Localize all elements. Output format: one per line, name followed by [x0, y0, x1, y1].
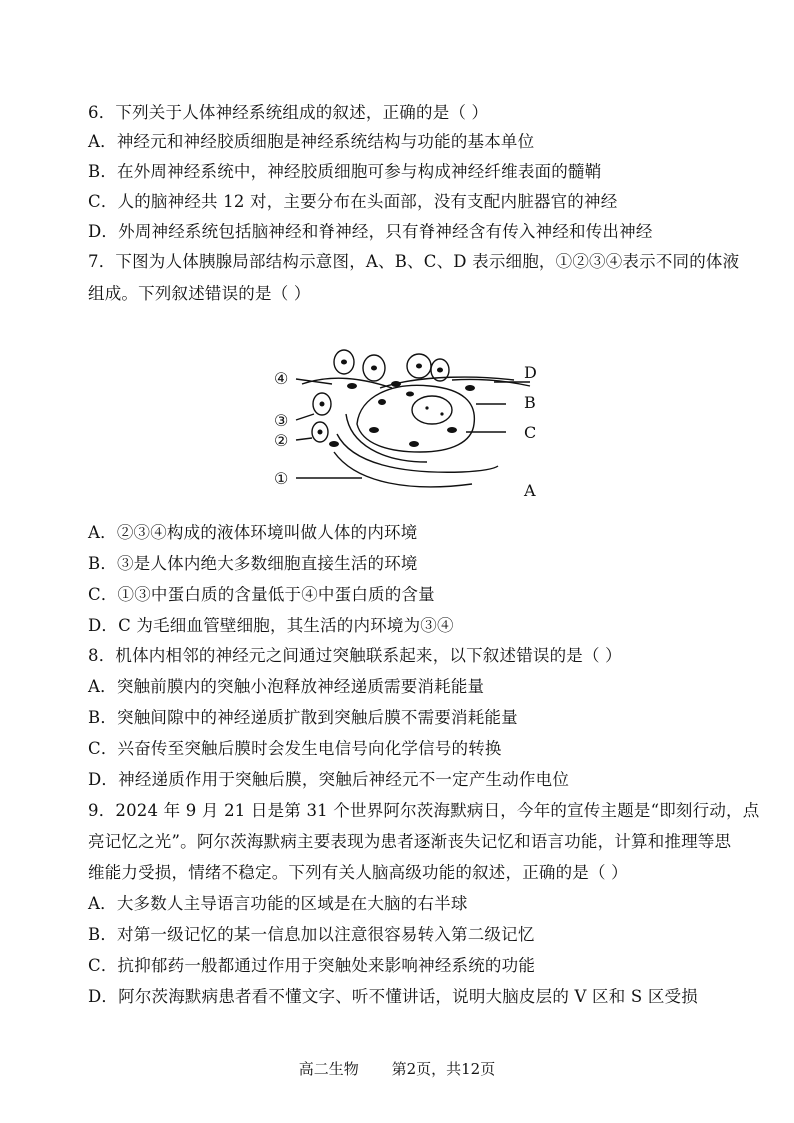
q9-stem-line3: 维能力受损，情绪不稳定。下列有关人脑高级功能的叙述，正确的是（ ）	[88, 863, 628, 882]
figure-label-3: ③	[274, 411, 289, 430]
q7-option-b: B．③是人体内绝大多数细胞直接生活的环境	[88, 554, 418, 573]
q6-stem: 6．下列关于人体神经系统组成的叙述，正确的是（ ）	[88, 103, 489, 122]
q9-stem-line1: 9．2024 年 9 月 21 日是第 31 个世界阿尔茨海默病日，今年的宣传主题是“即刻行动，点	[88, 801, 760, 820]
q8-option-b: B．突触间隙中的神经递质扩散到突触后膜不需要消耗能量	[88, 708, 518, 727]
q8-option-c: C．兴奋传至突触后膜时会发生电信号向化学信号的转换	[88, 739, 502, 758]
q8-option-d: D．神经递质作用于突触后膜，突触后神经元不一定产生动作电位	[88, 770, 570, 789]
figure-label-1: ①	[274, 469, 289, 488]
q8-option-a: A．突触前膜内的突触小泡释放神经递质需要消耗能量	[88, 677, 485, 696]
figure-label-A: A	[524, 481, 536, 500]
q9-option-c: C．抗抑郁药一般都通过作用于突触处来影响神经系统的功能	[88, 956, 536, 975]
q6-option-c: C．人的脑神经共 12 对，主要分布在头面部，没有支配内脏器官的神经	[88, 192, 618, 211]
figure-label-C: C	[524, 423, 537, 442]
footer-page-number: 第2页，共12页	[391, 1060, 496, 1078]
q9-stem-line2: 亮记忆之光”。阿尔茨海默病主要表现为患者逐渐丧失记忆和语言功能，计算和推理等思	[88, 832, 732, 851]
q7-option-d: D．C 为毛细血管壁细胞，其生活的内环境为③④	[88, 616, 454, 635]
q6-option-b: B．在外周神经系统中，神经胶质细胞可参与构成神经纤维表面的髓鞘	[88, 162, 602, 181]
q9-option-d: D．阿尔茨海默病患者看不懂文字、听不懂讲话，说明大脑皮层的 V 区和 S 区受损	[88, 987, 698, 1006]
figure-label-B: B	[524, 393, 536, 412]
page-footer	[0, 1058, 794, 1079]
q7-stem-line1: 7．下图为人体胰腺局部结构示意图，A、B、C、D 表示细胞，①②③④表示不同的体液	[88, 252, 740, 271]
q7-option-a: A．②③④构成的液体环境叫做人体的内环境	[88, 523, 418, 542]
q8-stem: 8．机体内相邻的神经元之间通过突触联系起来，以下叙述错误的是（ ）	[88, 646, 622, 665]
pancreas-structure-figure	[262, 344, 562, 504]
footer-subject: 高二生物	[298, 1060, 359, 1078]
q6-option-d: D．外周神经系统包括脑神经和脊神经，只有脊神经含有传入神经和传出神经	[88, 222, 653, 241]
q9-option-b: B．对第一级记忆的某一信息加以注意很容易转入第二级记忆	[88, 925, 535, 944]
q9-option-a: A．大多数人主导语言功能的区域是在大脑的右半球	[88, 894, 468, 913]
q7-stem-line2: 组成。下列叙述错误的是（ ）	[88, 284, 311, 303]
figure-label-4: ④	[274, 369, 289, 388]
figure-label-D: D	[524, 363, 537, 382]
figure-label-2: ②	[274, 431, 289, 450]
pancreas-diagram	[262, 344, 562, 504]
q6-option-a: A．神经元和神经胶质细胞是神经系统结构与功能的基本单位	[88, 132, 535, 151]
q7-option-c: C．①③中蛋白质的含量低于④中蛋白质的含量	[88, 585, 435, 604]
